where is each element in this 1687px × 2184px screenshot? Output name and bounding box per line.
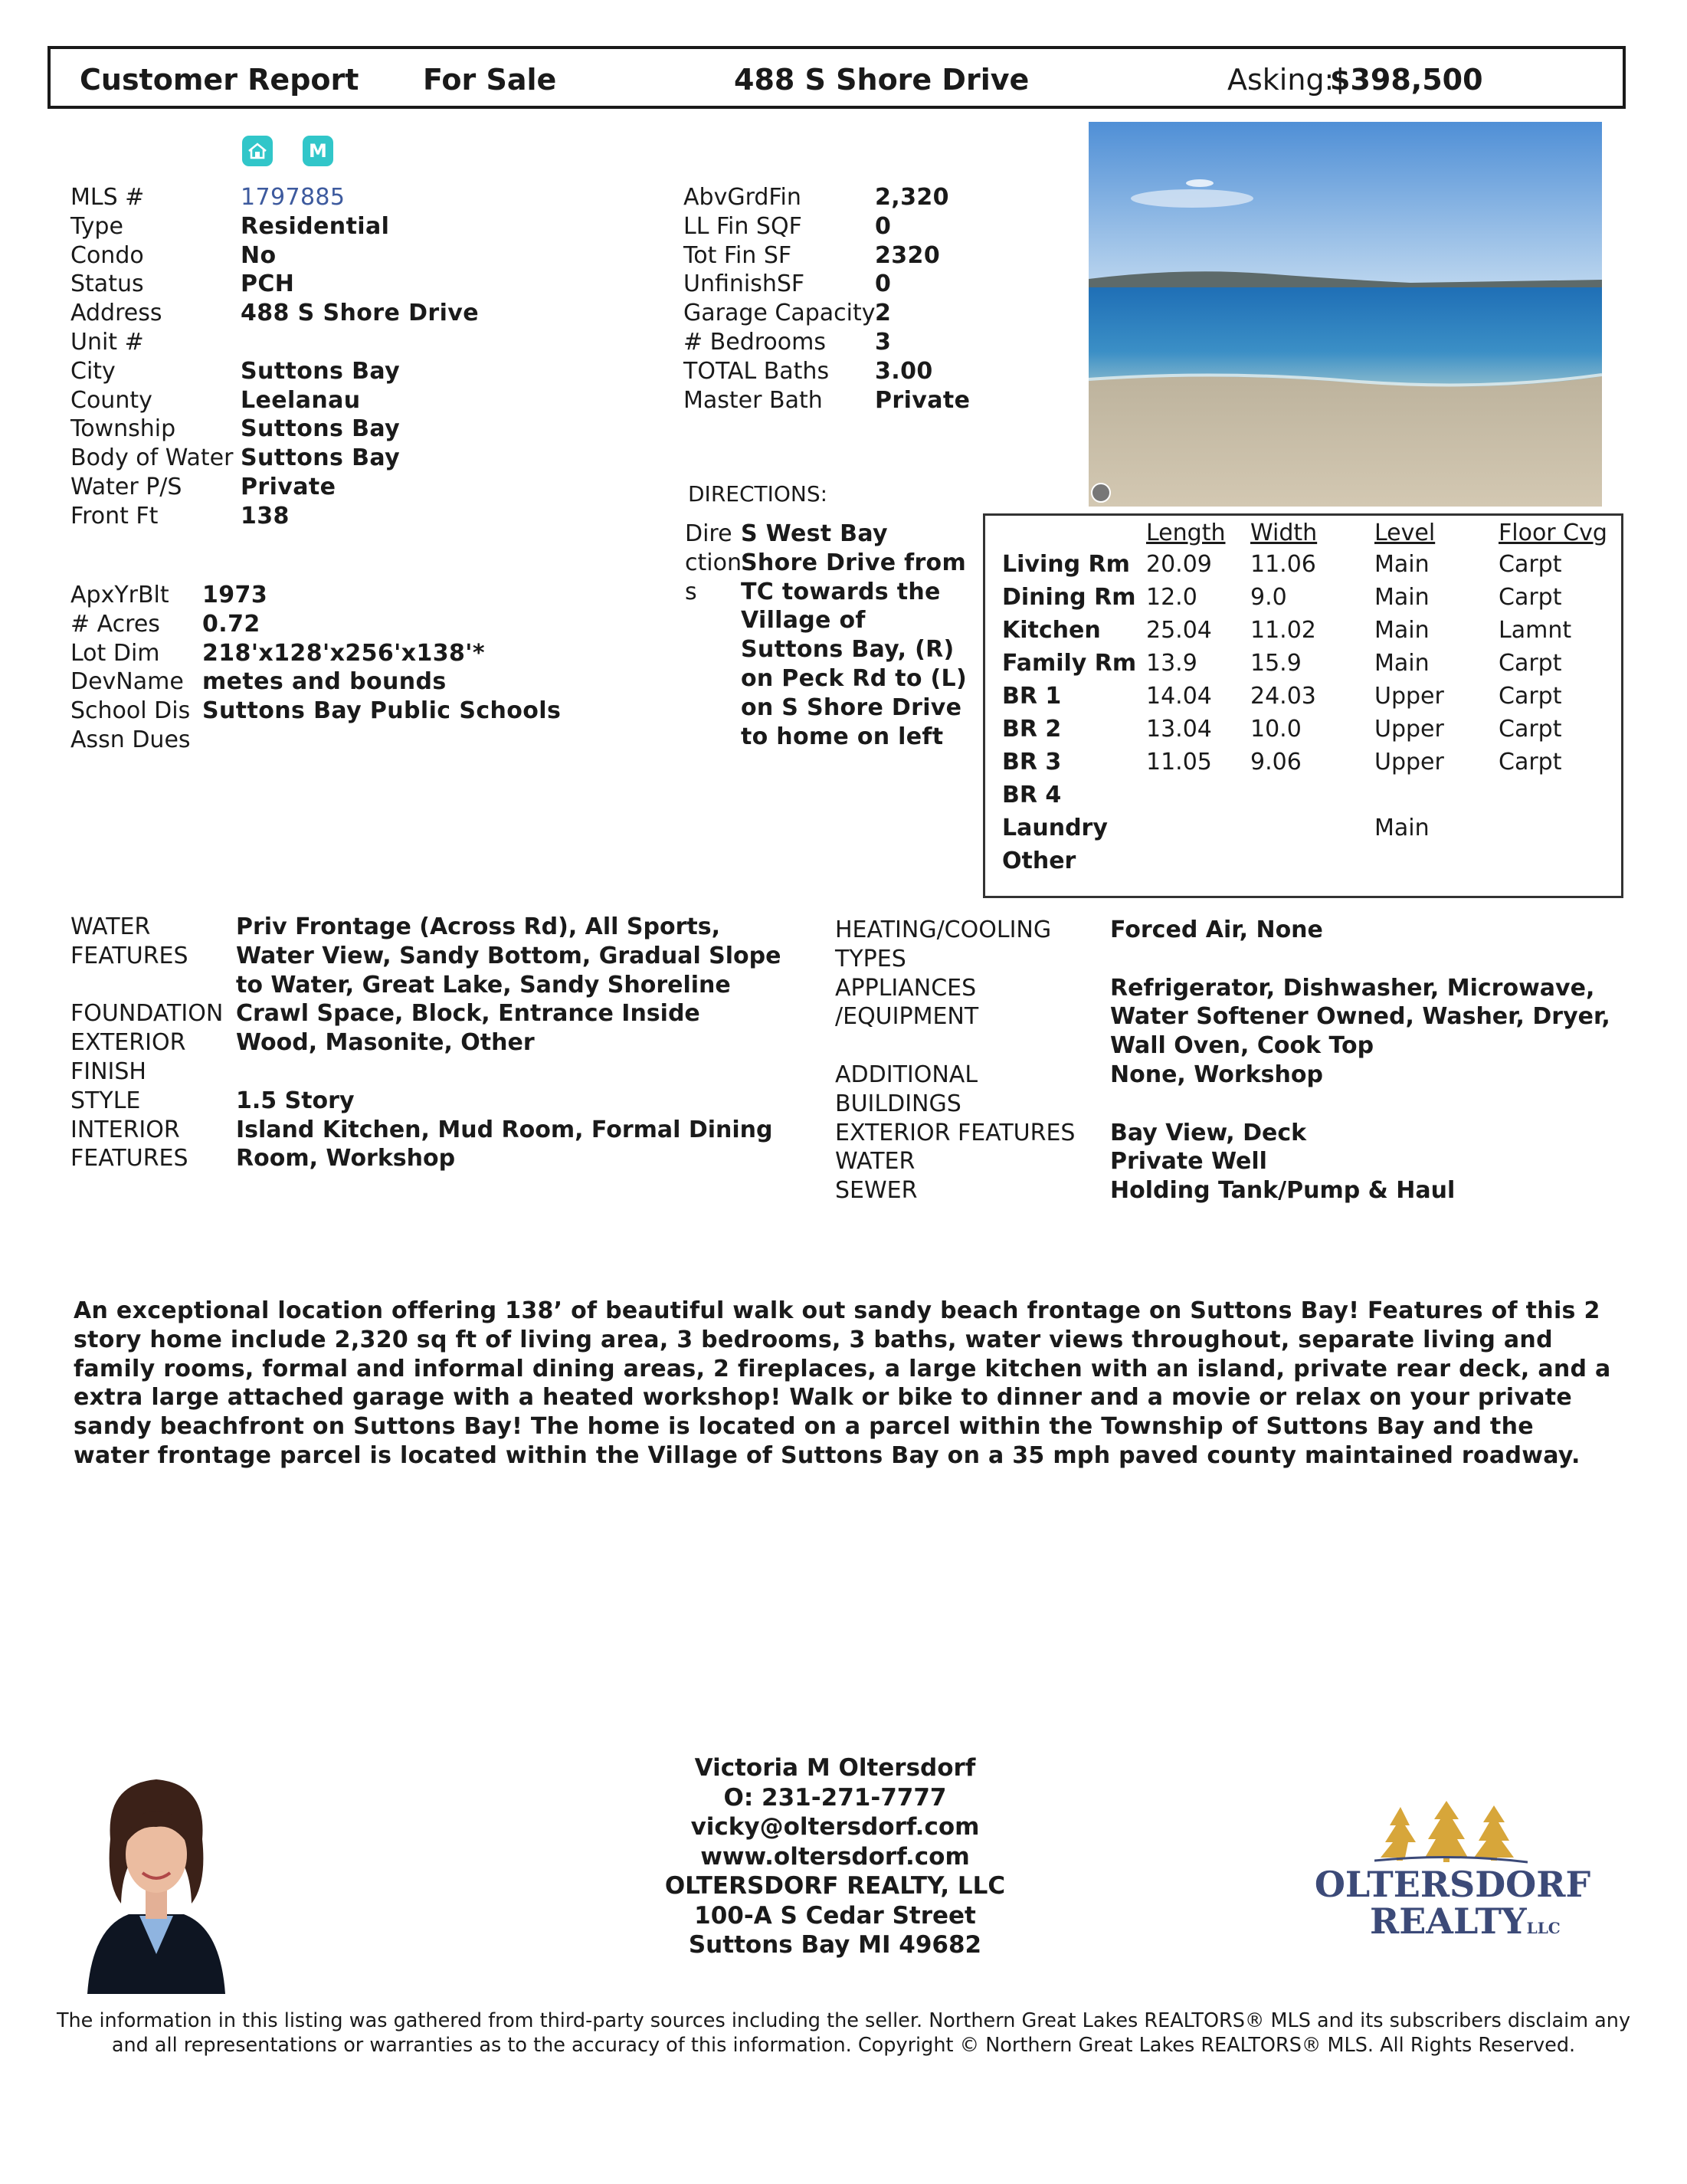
feature-label-line: FOUNDATION — [70, 1000, 224, 1028]
feature-label — [70, 1028, 236, 1087]
agent-contact — [582, 1753, 1088, 1960]
room-length: 11.05 — [1146, 749, 1212, 776]
room-name: Dining Rm — [1002, 584, 1136, 611]
field-label: Tot Fin SF — [683, 241, 792, 269]
field-row — [70, 386, 479, 415]
room-level: Main — [1374, 650, 1430, 677]
field-label: AbvGrdFin — [683, 184, 801, 211]
field-row — [683, 270, 970, 299]
room-length: 20.09 — [1146, 551, 1212, 578]
feature-label-line: HEATING/COOLING — [835, 917, 1052, 943]
field-row — [70, 299, 479, 328]
field-value: Leelanau — [241, 386, 361, 414]
public-remarks: An exceptional location offering 138’ of beautiful walk out sandy beach frontage on Suttons Bay! Features of this 2 story home include 2,320 sq ft of living area, 3 bedrooms, 3 baths, water views throughout, separate living and family rooms, formal and informal dining areas, 2 fireplaces, a large kitchen with an island, private rear deck, and a extra large attached garage with a heated workshop! Walk or bike to dinner and a movie or relax on your private sandy beachfront on Suttons Bay! The home is located on a parcel within the Township of Suttons Bay and the water frontage parcel is located within the Village of Suttons Bay on a 35 mph paved county maintained roadway. — [74, 1297, 1611, 1469]
photo-cloud — [1131, 189, 1253, 208]
room-floor: Lamnt — [1499, 617, 1572, 644]
feature-label-line: TYPES — [835, 945, 906, 972]
field-row — [683, 183, 970, 212]
feature-row — [835, 1176, 1640, 1205]
field-label: Condo — [70, 241, 144, 269]
feature-label-line: INTERIOR — [70, 1116, 180, 1143]
field-row — [683, 241, 970, 271]
feature-row — [70, 1087, 806, 1116]
feature-label-line: WATER — [835, 1148, 916, 1176]
room-width — [1250, 844, 1374, 877]
agent-website[interactable]: www.oltersdorf.com — [700, 1842, 970, 1871]
room-length: 13.9 — [1146, 650, 1197, 677]
field-row — [70, 726, 561, 755]
field-row — [70, 667, 561, 697]
feature-label — [835, 916, 1110, 974]
field-row — [70, 328, 479, 357]
feature-row — [835, 916, 1640, 974]
field-label: Unit # — [70, 328, 144, 356]
room-floor — [1499, 812, 1607, 844]
field-row — [683, 386, 970, 415]
room-name: Other — [1002, 848, 1076, 874]
room-row — [1002, 680, 1607, 713]
agent-company: OLTERSDORF REALTY, LLC — [664, 1872, 1006, 1900]
rooms-header-width: Width — [1250, 519, 1318, 546]
room-row — [1002, 548, 1607, 581]
feature-value: Island Kitchen, Mud Room, Formal Dining Room, Workshop — [236, 1116, 773, 1172]
room-row — [1002, 581, 1607, 614]
room-length — [1146, 779, 1250, 812]
agent-photo — [75, 1753, 237, 1994]
room-level: Main — [1374, 584, 1430, 611]
feature-row — [835, 1061, 1640, 1119]
room-row — [1002, 713, 1607, 746]
feature-label-line: SEWER — [835, 1177, 918, 1205]
field-label: City — [70, 357, 116, 385]
room-row — [1002, 812, 1607, 844]
room-row — [1002, 779, 1607, 812]
field-row — [70, 415, 479, 444]
room-name: Family Rm — [1002, 650, 1137, 677]
field-row — [683, 328, 970, 357]
agent-street: 100-A S Cedar Street — [694, 1901, 976, 1930]
room-name: BR 4 — [1002, 782, 1062, 808]
field-label: Address — [70, 300, 162, 327]
rooms-header-floor: Floor Cvg — [1499, 519, 1607, 546]
room-floor — [1499, 844, 1607, 877]
field-row — [70, 357, 479, 386]
feature-label-line: APPLIANCES — [835, 974, 977, 1002]
feature-value: Holding Tank/Pump & Haul — [1110, 1177, 1456, 1205]
company-logo — [1307, 1799, 1598, 1945]
field-row — [683, 212, 970, 241]
feature-label — [835, 974, 1110, 1061]
room-level: Upper — [1374, 749, 1444, 776]
field-value: 1973 — [202, 582, 268, 608]
field-label: School Dis — [70, 697, 191, 725]
feature-label — [70, 1116, 236, 1174]
size-info-list — [683, 183, 970, 415]
field-value: Suttons Bay — [241, 415, 401, 443]
rooms-table — [1002, 517, 1607, 877]
room-row — [1002, 746, 1607, 779]
field-label: County — [70, 386, 152, 414]
agent-email[interactable]: vicky@oltersdorf.com — [690, 1813, 980, 1841]
feature-value: Private Well — [1110, 1148, 1267, 1176]
field-label: TOTAL Baths — [683, 357, 830, 385]
field-row — [683, 357, 970, 386]
house-icon-glyph — [247, 142, 267, 160]
feature-value: Crawl Space, Block, Entrance Inside — [236, 1000, 700, 1028]
field-label: Water P/S — [70, 473, 182, 500]
field-row — [70, 241, 479, 271]
field-value: 218'x128'x256'x138'* — [202, 639, 485, 667]
listing-status: For Sale — [423, 63, 557, 97]
directions-text: S West Bay Shore Drive from TC towards the Village of Suttons Bay, (R) on Peck Rd to (L) on S Shore Drive to home on left — [741, 520, 967, 750]
feature-label — [70, 913, 236, 999]
photo-sand — [1089, 376, 1602, 507]
field-label: MLS # — [70, 184, 145, 211]
field-row — [70, 502, 479, 531]
field-label: Garage Capacity — [683, 300, 876, 327]
field-value: Suttons Bay — [241, 444, 401, 472]
feature-row — [70, 1028, 806, 1087]
field-value: No — [241, 241, 277, 269]
logo-realty: REALTY — [1370, 1900, 1527, 1942]
feature-value: 1.5 Story — [236, 1087, 355, 1114]
field-value: Suttons Bay Public Schools — [202, 697, 562, 725]
room-width: 11.02 — [1250, 617, 1316, 644]
field-label: DevName — [70, 668, 184, 696]
camera-icon[interactable] — [1091, 483, 1111, 503]
feature-value: Wood, Masonite, Other — [236, 1029, 535, 1057]
mls-number-link[interactable]: 1797885 — [241, 184, 346, 211]
room-row — [1002, 614, 1607, 647]
asking-price: $398,500 — [1330, 63, 1483, 97]
room-floor: Carpt — [1499, 716, 1562, 743]
field-value: 0 — [875, 271, 892, 298]
feature-label-line: FEATURES — [70, 1145, 188, 1172]
field-value: PCH — [241, 271, 295, 298]
room-row — [1002, 647, 1607, 680]
rooms-table-box — [983, 513, 1623, 898]
feature-label-line: FINISH — [70, 1058, 146, 1085]
field-value: metes and bounds — [202, 668, 447, 696]
room-name: BR 1 — [1002, 683, 1062, 710]
feature-label-line: FEATURES — [70, 942, 188, 969]
room-level: Main — [1374, 617, 1430, 644]
field-label: ApxYrBlt — [70, 582, 169, 608]
field-row — [70, 639, 561, 668]
room-row — [1002, 844, 1607, 877]
room-floor: Carpt — [1499, 551, 1562, 578]
feature-label-line: EXTERIOR FEATURES — [835, 1119, 1076, 1146]
field-value: 3 — [875, 328, 892, 356]
directions-label-line: ction — [685, 549, 742, 576]
header-address: 488 S Shore Drive — [734, 63, 1030, 97]
field-label: Assn Dues — [70, 726, 191, 753]
field-value: 2320 — [875, 241, 941, 269]
field-value: Residential — [241, 212, 390, 240]
field-label: Front Ft — [70, 502, 159, 530]
rooms-header-level: Level — [1374, 519, 1436, 546]
feature-value: None, Workshop — [1110, 1061, 1323, 1088]
report-title: Customer Report — [80, 63, 359, 97]
feature-label — [835, 1061, 1110, 1119]
rooms-header-row — [1002, 517, 1607, 548]
field-value: Private — [875, 386, 971, 414]
feature-label — [70, 1087, 236, 1116]
feature-value: Priv Frontage (Across Rd), All Sports, Water View, Sandy Bottom, Gradual Slope to Water, Great Lake, Sandy Shoreline — [236, 913, 781, 999]
field-label: # Acres — [70, 610, 160, 638]
field-row — [70, 610, 561, 639]
agent-city-line: Suttons Bay MI 49682 — [688, 1931, 982, 1959]
field-value: 2 — [875, 300, 892, 327]
mls-badge-icon[interactable]: M — [303, 136, 333, 166]
room-width: 9.06 — [1250, 749, 1302, 776]
field-value: 138 — [241, 502, 290, 530]
directions-label — [685, 520, 742, 606]
feature-label — [835, 1119, 1110, 1148]
feature-label — [835, 1147, 1110, 1176]
feature-row — [835, 1119, 1640, 1148]
feature-value: Refrigerator, Dishwasher, Microwave, Water Softener Owned, Washer, Dryer, Wall Oven, Cook Top — [1110, 974, 1610, 1060]
field-label: LL Fin SQF — [683, 212, 802, 240]
field-value: 0 — [875, 212, 892, 240]
room-name: BR 2 — [1002, 716, 1062, 743]
field-value: Private — [241, 473, 336, 500]
field-label: Status — [70, 271, 144, 298]
field-label: UnfinishSF — [683, 271, 805, 298]
field-row — [70, 270, 479, 299]
field-row — [70, 444, 479, 473]
feature-label-line: ADDITIONAL — [835, 1061, 978, 1088]
room-name: Living Rm — [1002, 551, 1130, 578]
field-label: Township — [70, 415, 176, 443]
room-length: 13.04 — [1146, 716, 1212, 743]
feature-label-line: WATER — [70, 913, 151, 940]
room-width: 11.06 — [1250, 551, 1316, 578]
room-length: 25.04 — [1146, 617, 1212, 644]
room-floor: Carpt — [1499, 584, 1562, 611]
property-photo[interactable] — [1089, 122, 1602, 507]
feature-label-line: BUILDINGS — [835, 1090, 961, 1117]
field-row — [70, 473, 479, 502]
room-width: 10.0 — [1250, 716, 1302, 743]
feature-row — [835, 974, 1640, 1061]
room-floor: Carpt — [1499, 650, 1562, 677]
logo-line1: OLTERSDORF — [1314, 1864, 1591, 1905]
feature-row — [70, 1116, 806, 1174]
room-width: 9.0 — [1250, 584, 1287, 611]
field-label: Type — [70, 212, 123, 240]
room-level — [1374, 779, 1499, 812]
field-row — [683, 299, 970, 328]
rooms-header-blank — [1002, 517, 1146, 548]
field-label: Lot Dim — [70, 639, 160, 667]
directions-label-line: s — [685, 578, 697, 605]
field-value: Suttons Bay — [241, 357, 401, 385]
field-value: 0.72 — [202, 610, 260, 638]
room-length: 12.0 — [1146, 584, 1197, 611]
feature-value: Bay View, Deck — [1110, 1119, 1307, 1146]
field-row — [70, 581, 561, 610]
photo-cloud — [1186, 179, 1214, 187]
field-value: 3.00 — [875, 357, 933, 385]
feature-label — [70, 999, 236, 1028]
feature-label-line: STYLE — [70, 1087, 141, 1114]
field-label: # Bedrooms — [683, 328, 826, 356]
logo-suffix: LLC — [1526, 1919, 1561, 1937]
rooms-header-length: Length — [1146, 519, 1226, 546]
feature-row — [70, 913, 806, 999]
room-name: Kitchen — [1002, 617, 1101, 644]
feature-row — [70, 999, 806, 1028]
field-value: 488 S Shore Drive — [241, 300, 479, 327]
room-name: BR 3 — [1002, 749, 1062, 776]
room-width — [1250, 812, 1374, 844]
house-icon[interactable] — [242, 136, 273, 166]
room-length — [1146, 844, 1250, 877]
room-floor: Carpt — [1499, 683, 1562, 710]
property-info-list — [70, 183, 479, 531]
feature-row — [835, 1147, 1640, 1176]
logo-line2 — [1370, 1902, 1561, 1947]
room-level — [1374, 844, 1499, 877]
report-header — [47, 46, 1626, 109]
agent-name: Victoria M Oltersdorf — [694, 1754, 976, 1782]
disclaimer: The information in this listing was gathered from third-party sources including the seller. Northern Great Lakes REALTORS® MLS and its subscribers disclaim any and all representations or warranties as to the accuracy of this information. Copyright © Northern Great Lakes REALTORS® MLS. All Rights Reserved. — [56, 2009, 1631, 2057]
features-left — [70, 913, 806, 1173]
field-label: Body of Water — [70, 444, 234, 472]
room-level: Upper — [1374, 683, 1444, 710]
room-width — [1250, 779, 1374, 812]
room-floor: Carpt — [1499, 749, 1562, 776]
feature-label — [835, 1176, 1110, 1205]
features-right — [835, 916, 1640, 1205]
room-length — [1146, 812, 1250, 844]
room-name: Laundry — [1002, 815, 1108, 841]
field-value: 2,320 — [875, 184, 949, 211]
room-level: Main — [1374, 551, 1430, 578]
room-width: 24.03 — [1250, 683, 1316, 710]
directions-label-line: Dire — [685, 520, 732, 547]
asking-label: Asking: — [1227, 63, 1335, 97]
agent-phone[interactable]: O: 231-271-7777 — [723, 1783, 947, 1812]
room-length: 14.04 — [1146, 683, 1212, 710]
room-level: Upper — [1374, 716, 1444, 743]
field-row — [70, 697, 561, 726]
directions-heading: DIRECTIONS: — [688, 481, 828, 507]
room-width: 15.9 — [1250, 650, 1302, 677]
room-level: Main — [1374, 815, 1430, 841]
field-label: Master Bath — [683, 386, 823, 414]
feature-label-line: EXTERIOR — [70, 1029, 186, 1057]
feature-label-line: /EQUIPMENT — [835, 1003, 979, 1031]
field-row — [70, 212, 479, 241]
lot-info-list — [70, 581, 561, 755]
pine-trees-icon — [1374, 1799, 1528, 1865]
field-row — [70, 183, 479, 212]
room-floor — [1499, 779, 1607, 812]
feature-value: Forced Air, None — [1110, 917, 1323, 943]
